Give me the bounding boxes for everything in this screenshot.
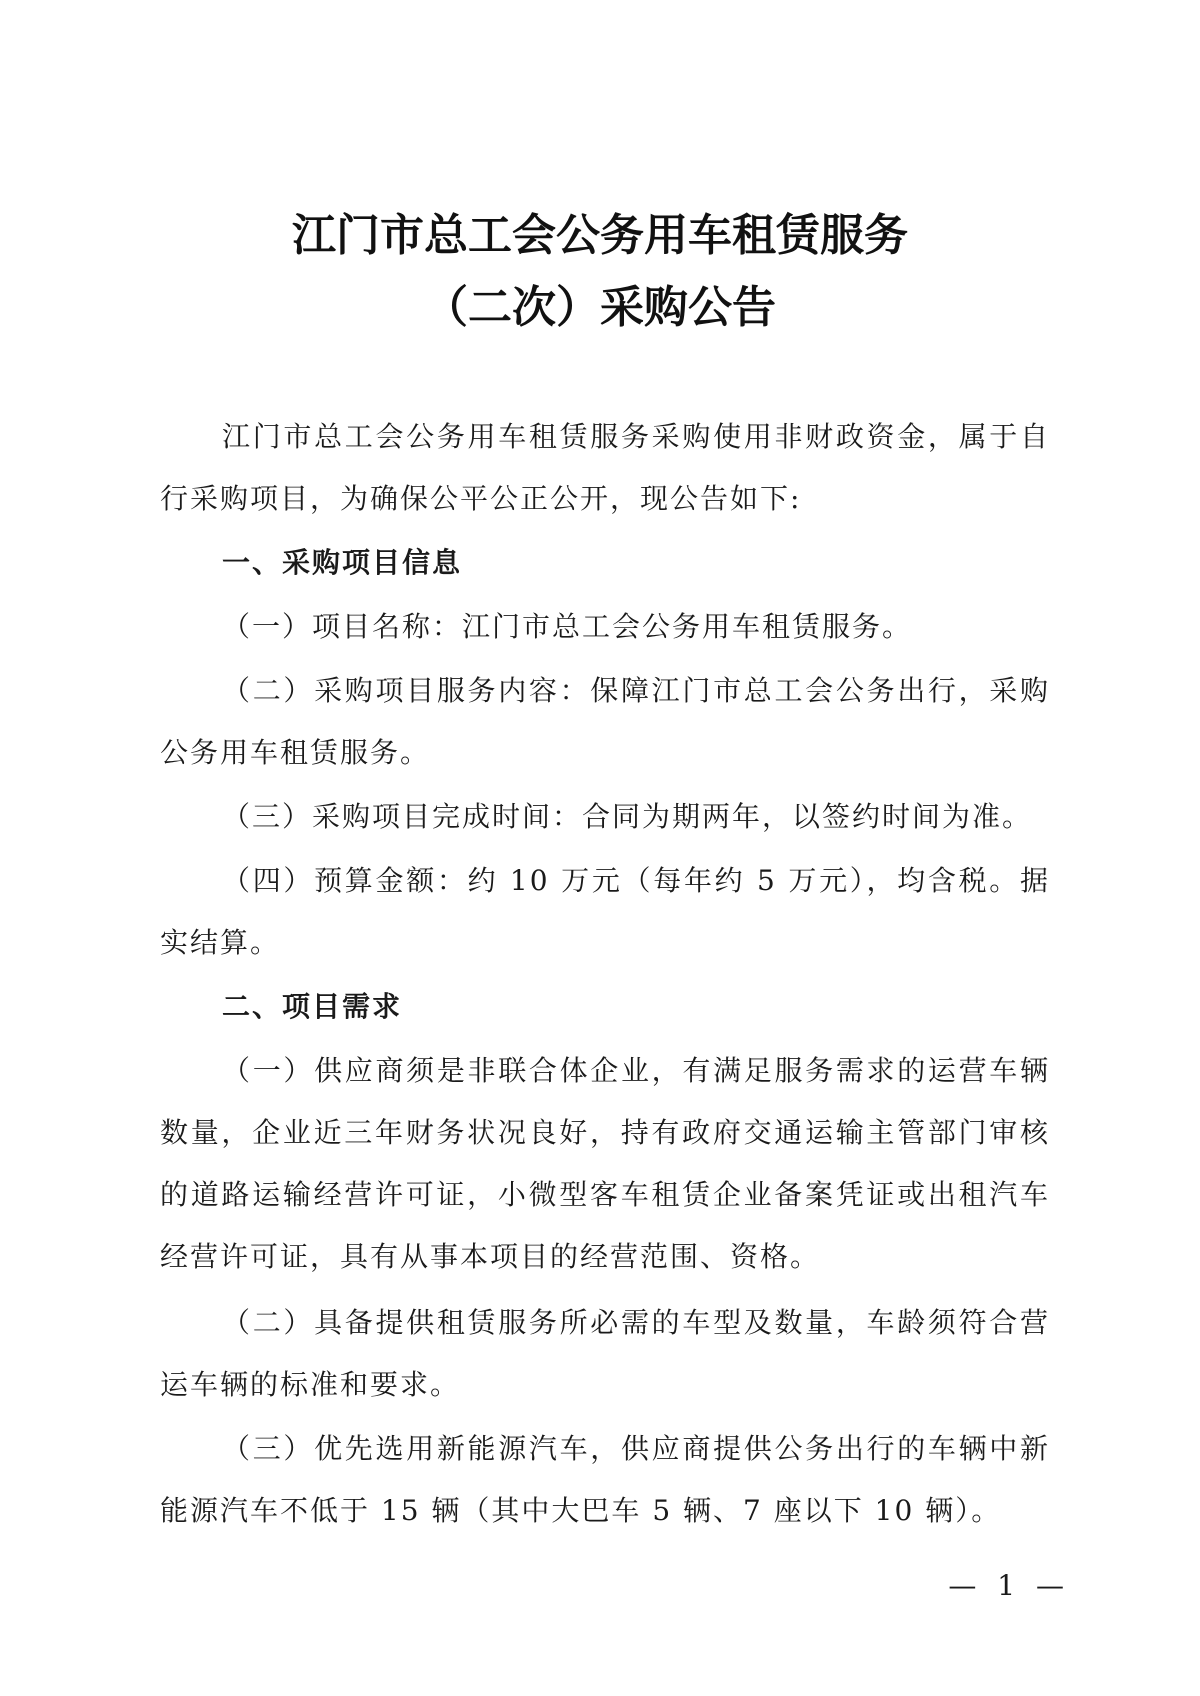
section1-item-4: （四）预算金额：约 10 万元（每年约 5 万元），均含税。据实结算。: [160, 864, 1050, 959]
section2-item-1: （一）供应商须是非联合体企业，有满足服务需求的运营车辆数量，企业近三年财务状况良好，持有政府交通运输主管部门审核的道路运输经营许可证，小微型客车租赁企业备案凭证或出租汽车经营许可证，具有从事本项目的经营范围、资格。: [160, 1054, 1050, 1273]
section2-item-2: （二）具备提供租赁服务所必需的车型及数量，车龄须符合营运车辆的标准和要求。: [160, 1306, 1050, 1401]
document-title-line2: （二次）采购公告: [424, 282, 776, 333]
section1-item-2: （二）采购项目服务内容：保障江门市总工会公务出行，采购公务用车租赁服务。: [160, 674, 1050, 769]
section1-item-1: （一）项目名称：江门市总工会公务用车租赁服务。: [222, 610, 913, 643]
section2-item-3: （三）优先选用新能源汽车，供应商提供公务出行的车辆中新能源汽车不低于 15 辆（其中大巴车 5 辆、7 座以下 10 辆）。: [160, 1432, 1050, 1527]
document-title-line1: 江门市总工会公务用车租赁服务: [292, 210, 908, 261]
intro-paragraph: 江门市总工会公务用车租赁服务采购使用非财政资金，属于自行采购项目，为确保公平公正公开，现公告如下:: [160, 420, 1050, 515]
section2-heading: 二、项目需求: [222, 990, 403, 1023]
section1-heading: 一、采购项目信息: [222, 546, 463, 579]
page-number: — 1 —: [948, 1569, 1070, 1602]
section1-item-3: （三）采购项目完成时间：合同为期两年，以签约时间为准。: [222, 800, 1033, 833]
